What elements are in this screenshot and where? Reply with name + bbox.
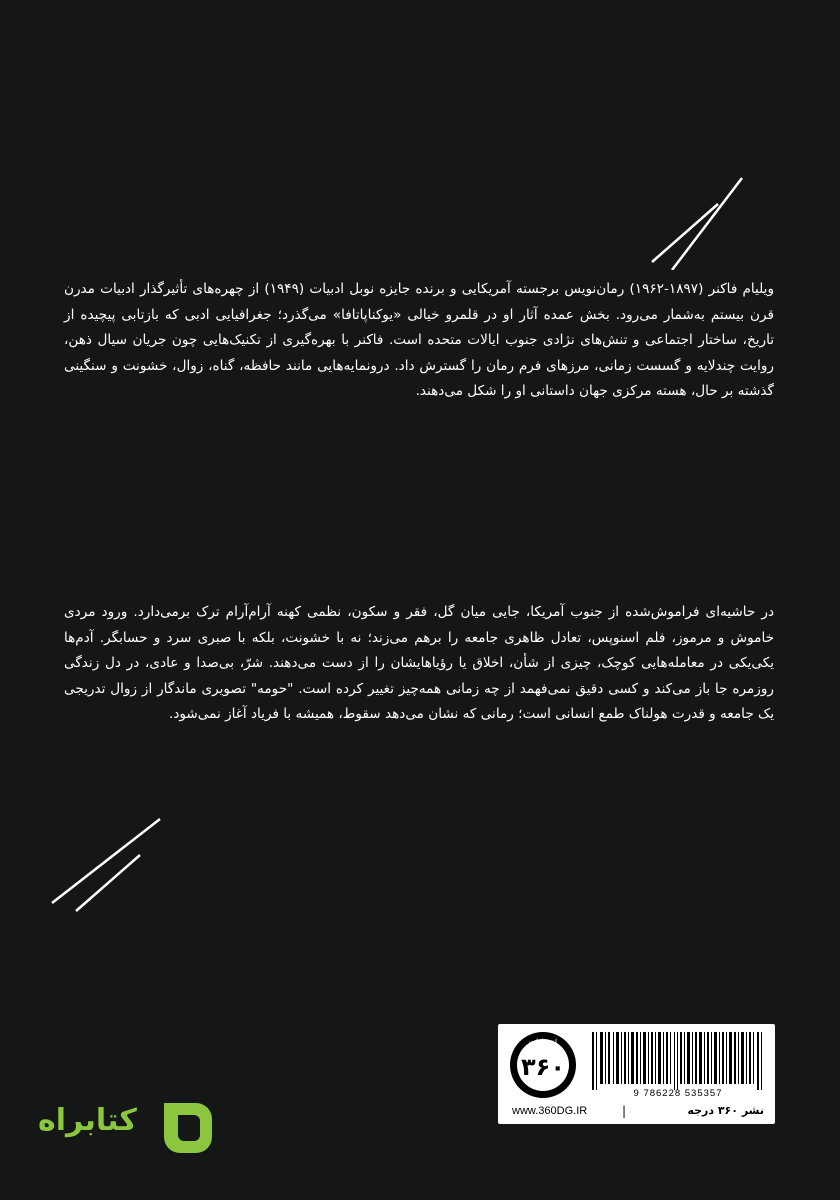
isbn-digits: 9 786228 535357 (633, 1088, 723, 1099)
publisher-360-logo-icon (509, 1031, 577, 1099)
label-separator: | (622, 1104, 627, 1118)
diagonal-lines-decoration-top (630, 170, 750, 270)
ketabrah-bookmark-icon (156, 1097, 218, 1159)
ketabrah-wordmark: کتابراه (38, 1103, 137, 1138)
publisher-name: نشر ۳۶۰ درجه (687, 1104, 764, 1117)
logo-word: انتشارات (528, 1037, 558, 1046)
logo-number: ۳۶۰ (521, 1053, 565, 1081)
isbn-barcode (590, 1032, 766, 1090)
publisher-url: www.360DG.IR (512, 1105, 588, 1117)
ketabrah-logo (38, 1097, 218, 1161)
author-biography-paragraph: ویلیام فاکنر (۱۸۹۷-۱۹۶۲) رمان‌نویس برجسته آمریکایی و برنده جایزه نوبل ادبیات (۱۹۴۹) از چهره‌های تأثیرگذار ادبیات مدرن قرن بیستم به‌شمار می‌رود. بخش عمده آثار او در قلمرو خیالی «یوکناپاتافا» می‌گذرد؛ جغرافیایی ادبی که بازتابی پیچیده از تاریخ، ساختار اجتماعی و تنش‌های نژادی جنوب ایالات متحده است. فاکنر با بهره‌گیری از تکنیک‌هایی چون جریان سیال ذهن، روایت چندلایه و گسست زمانی، مرزهای فرم رمان را گسترش داد. درونمایه‌هایی مانند حافظه، گناه، زوال، خشونت و سنگینی گذشته بر حال، هسته مرکزی جهان داستانی او را شکل می‌دهند. (64, 281, 775, 399)
diagonal-lines-decoration-bottom (48, 815, 168, 915)
barcode-label (498, 1024, 775, 1124)
book-summary-paragraph: در حاشیه‌ای فراموش‌شده از جنوب آمریکا، جایی میان گل، فقر و سکون، نظمی کهنه آرام‌آرام ترک برمی‌دارد. ورود مردی خاموش و مرموز، فلم اسنوپس، تعادل ظاهری جامعه را برهم می‌زند؛ نه با خشونت، بلکه با صبری سرد و حسابگر. آدم‌ها یکی‌یکی در معامله‌هایی کوچک، چیزی از شأن، اخلاق یا رؤیاهایشان را از دست می‌دهند. شرّ، بی‌صدا و عادی، در دل زندگی روزمره جا باز می‌کند و کسی دقیق نمی‌فهمد از چه زمانی همه‌چیز تغییر کرده است. "حومه" تصویری ماندگار از زوال تدریجی یک جامعه و قدرت هولناک طمع انسانی است؛ رمانی که نشان می‌دهد سقوط، همیشه با فریاد آغاز نمی‌شود. (64, 604, 774, 722)
label-footer (508, 1105, 766, 1119)
